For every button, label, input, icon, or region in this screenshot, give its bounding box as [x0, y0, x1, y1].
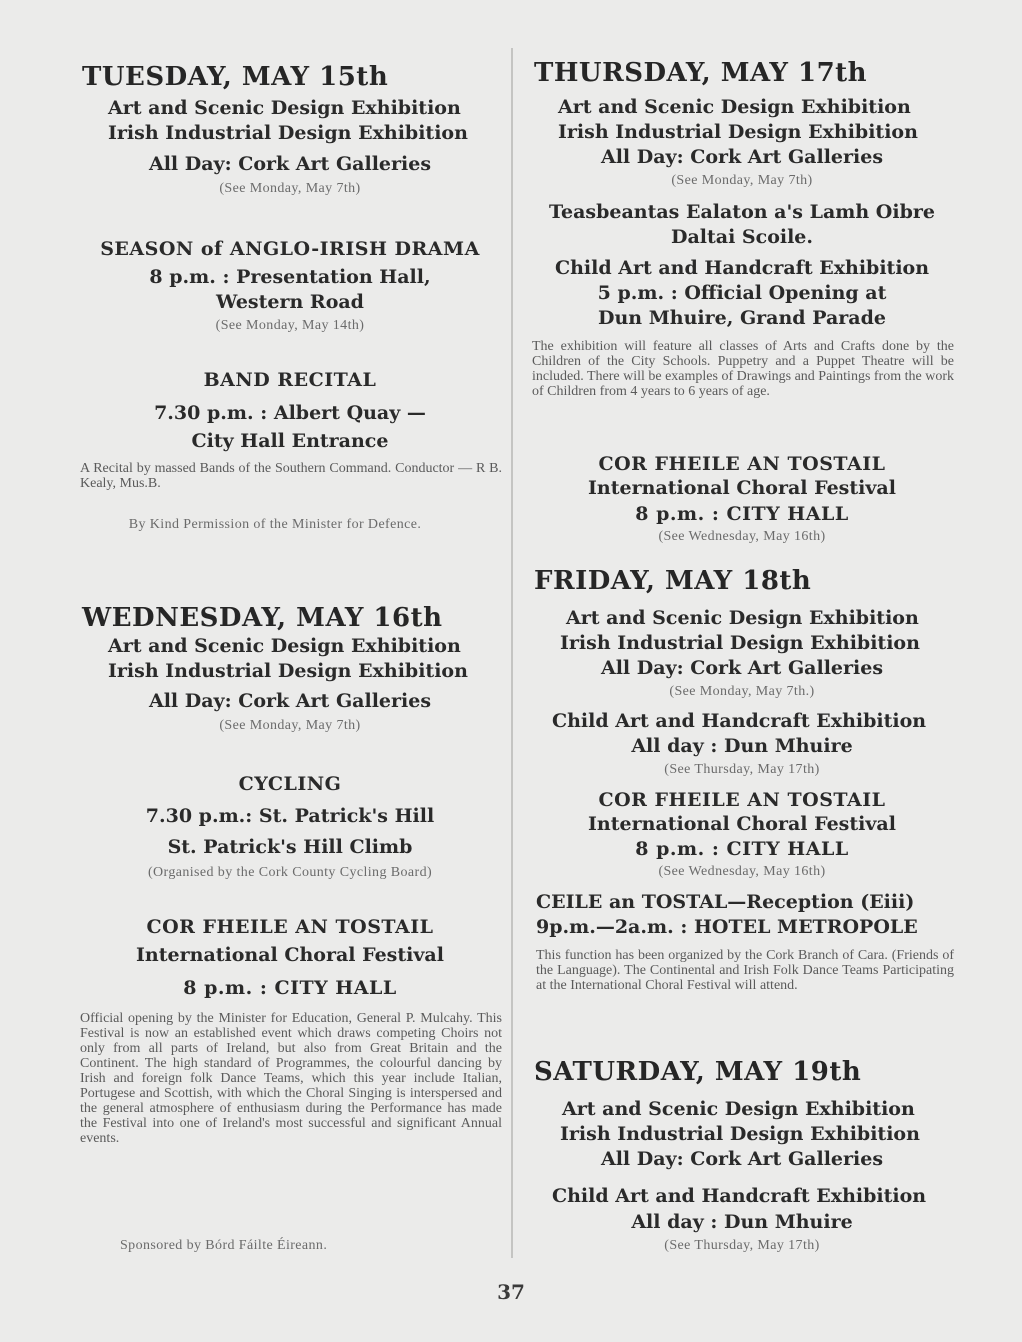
section-heading-child-art: Child Art and Handcraft Exhibition [552, 710, 927, 732]
subheading: International Choral Festival [136, 944, 444, 966]
event-line: Irish Industrial Design Exhibition [558, 121, 918, 143]
day-heading-thursday: THURSDAY, MAY 17th [534, 58, 868, 88]
band-description: A Recital by massed Bands of the Southern Command. Conductor — R B. Kealy, Mus.B. [80, 461, 502, 491]
see-reference: (See Monday, May 7th) [219, 181, 361, 196]
venue-line: All Day: Cork Art Galleries [600, 146, 884, 168]
subheading: International Choral Festival [588, 477, 896, 499]
section-heading-cor: COR FHEILE AN TOSTAIL [146, 916, 434, 938]
day-heading-wednesday: WEDNESDAY, MAY 16th [82, 603, 443, 633]
venue-line: All Day: Cork Art Galleries [148, 690, 432, 712]
venue-line: 7.30 p.m. : Albert Quay — [154, 402, 426, 424]
event-line: Irish Industrial Design Exhibition [108, 122, 468, 144]
day-heading-friday: FRIDAY, MAY 18th [534, 566, 812, 596]
teasbeantas-line: Daltai Scoile. [670, 226, 814, 248]
event-line: St. Patrick's Hill Climb [167, 836, 413, 858]
organiser-note: (Organised by the Cork County Cycling Board) [147, 865, 433, 880]
event-line: Art and Scenic Design Exhibition [558, 96, 911, 118]
section-heading-cycling: CYCLING [238, 773, 342, 795]
event-line: Art and Scenic Design Exhibition [562, 1098, 915, 1120]
see-reference: (See Monday, May 7th) [671, 173, 813, 188]
see-reference: (See Wednesday, May 16th) [658, 529, 826, 544]
section-heading-drama: SEASON of ANGLO-IRISH DRAMA [100, 238, 480, 260]
ceile-description: This function has been organized by the Cork Branch of Cara. (Friends of the Language). The Continental and Irish Folk Dance Teams Participating at the International Choral Festival will attend. [536, 948, 954, 993]
section-heading-child-art: Child Art and Handcraft Exhibition [552, 1185, 927, 1207]
venue-line: All Day: Cork Art Galleries [600, 657, 884, 679]
section-heading-cor: COR FHEILE AN TOSTAIL [598, 453, 886, 475]
venue-line: City Hall Entrance [191, 430, 389, 452]
venue-line: All Day: Cork Art Galleries [148, 153, 432, 175]
event-line: Irish Industrial Design Exhibition [560, 1123, 920, 1145]
child-art-description: The exhibition will feature all classes of Arts and Crafts done by the Children of the City Schools. Puppetry and a Puppet Theatre will be included. There will be examples of Drawings and Paintings from the work of Children from 4 years to 6 years of age. [532, 339, 954, 399]
cor-description: Official opening by the Minister for Education, General P. Mulcahy. This Festival is now an established event which draws competing Choirs not only from all parts of Ireland, but also from Great Britain and the Continent. The high standard of Programmes, the colourful dancing by Irish and foreign folk Dance Teams, which this year include Italian, Portugese and Scottish, with which the Choral Singing is interspersed and the general atmosphere of enthusiasm during the Performance has made the Festival into one of Ireland's most successful and significant Annual events. [80, 1011, 502, 1146]
venue-line: Western Road [216, 291, 364, 313]
subheading: International Choral Festival [588, 813, 896, 835]
section-heading-cor: COR FHEILE AN TOSTAIL [598, 789, 886, 811]
event-line: Art and Scenic Design Exhibition [108, 97, 461, 119]
permission-note: By Kind Permission of the Minister for Defence. [128, 517, 422, 532]
venue-line: 8 p.m. : CITY HALL [635, 503, 849, 525]
see-reference: (See Thursday, May 17th) [664, 1238, 820, 1253]
day-heading-tuesday: TUESDAY, MAY 15th [82, 62, 389, 92]
venue-line: 8 p.m. : Presentation Hall, [149, 266, 431, 288]
venue-line: 8 p.m. : CITY HALL [635, 838, 849, 860]
venue-line: All Day: Cork Art Galleries [600, 1148, 884, 1170]
venue-line: 7.30 p.m.: St. Patrick's Hill [145, 805, 435, 827]
venue-line: All day : Dun Mhuire [631, 1211, 853, 1233]
venue-line: Dun Mhuire, Grand Parade [598, 307, 886, 329]
day-heading-saturday: SATURDAY, MAY 19th [534, 1057, 862, 1087]
see-reference: (See Thursday, May 17th) [664, 762, 820, 777]
venue-line: All day : Dun Mhuire [631, 735, 853, 757]
see-reference: (See Monday, May 14th) [215, 318, 365, 333]
venue-line: 9p.m.—2a.m. : HOTEL METROPOLE [536, 916, 918, 938]
section-heading-child-art: Child Art and Handcraft Exhibition [554, 257, 930, 279]
see-reference: (See Wednesday, May 16th) [658, 864, 826, 879]
see-reference: (See Monday, May 7th.) [669, 684, 815, 699]
section-heading-band: BAND RECITAL [203, 369, 377, 391]
venue-line: 5 p.m. : Official Opening at [597, 282, 887, 304]
venue-line: 8 p.m. : CITY HALL [183, 977, 397, 999]
section-heading-ceile: CEILE an TOSTAL—Reception (Eiii) [536, 891, 915, 913]
event-line: Art and Scenic Design Exhibition [566, 607, 919, 629]
event-line: Irish Industrial Design Exhibition [108, 660, 468, 682]
teasbeantas-line: Teasbeantas Ealaton a's Lamh Oibre [549, 201, 935, 223]
page-number: 37 [497, 1280, 525, 1304]
sponsor-line: Sponsored by Bórd Fáilte Éireann. [120, 1238, 328, 1253]
event-line: Irish Industrial Design Exhibition [560, 632, 920, 654]
see-reference: (See Monday, May 7th) [219, 718, 361, 733]
event-line: Art and Scenic Design Exhibition [108, 635, 461, 657]
